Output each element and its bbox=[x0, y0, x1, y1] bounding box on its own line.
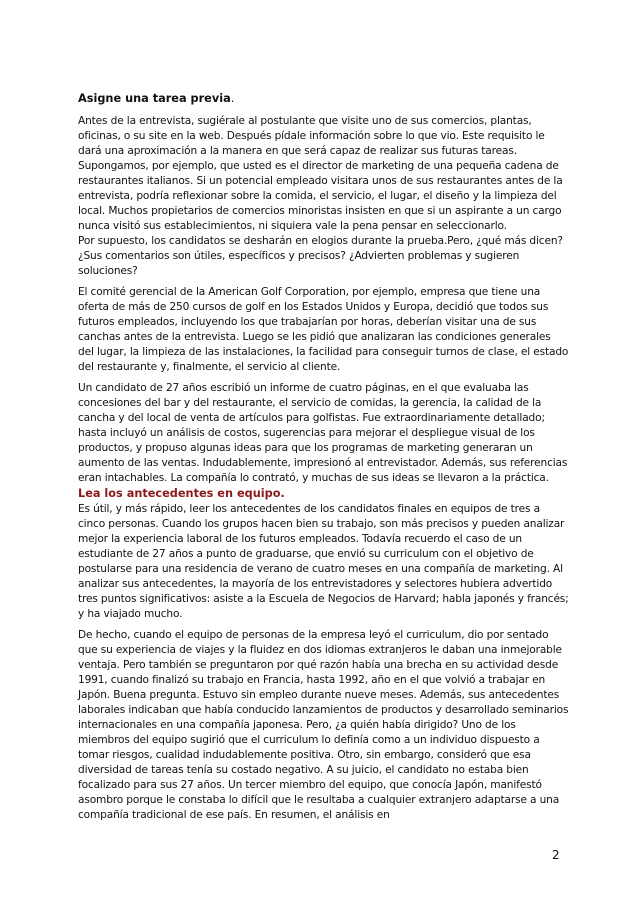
paragraph: Antes de la entrevista, sugiérale al postulante que visite uno de sus comercios, plantas, oficinas, o su site en la web. Después pídale información sobre lo que vio. Este requisito le dará una aproximación a la manera en que será capaz de realizar sus futuras tareas. Supongamos, por ejemplo, que usted es el director de marketing de una pequeña cadena de restaurantes italianos. Si un potencial empleado visitara unos de sus restaurantes antes de la entrevista, podría reflexionar sobre la comida, el servicio, el lugar, el diseño y la limpieza del local. Muchos propietarios de comercios minoristas insisten en que si un aspirante a un cargo nunca visitó sus establecimientos, ni siquiera vale la pena pensar en seleccionarlo. bbox=[78, 115, 563, 232]
paragraph: Por supuesto, los candidatos se desharán en elogios durante la prueba.Pero, ¿qué más dicen? ¿Sus comentarios son útiles, específicos y precisos? ¿Advierten problemas y sugieren soluciones? bbox=[78, 235, 563, 277]
page-number: 2 bbox=[552, 848, 560, 862]
section-title-text: Asigne una tarea previa bbox=[78, 92, 231, 105]
section-title-previa bbox=[78, 91, 569, 107]
paragraph: El comité gerencial de la American Golf Corporation, por ejemplo, empresa que tiene una oferta de más de 250 cursos de golf en los Estados Unidos y Europa, decidió que todos sus futuros empleados, incluyendo los que trabajarían por horas, deberían visitar una de sus canchas antes de la entrevista. Luego se les pidió que analizaran las condiciones generales del lugar, la limpieza de las instalaciones, la facilidad para conseguir turnos de clase, el estado del restaurante y, finalmente, el servicio al cliente. bbox=[78, 286, 569, 373]
document-page bbox=[78, 91, 569, 823]
paragraph: Es útil, y más rápido, leer los antecedentes de los candidatos finales en equipos de tres a cinco personas. Cuando los grupos hacen bien su trabajo, son más precisos y pueden analizar mejor la experiencia laboral de los futuros empleados. Todavía recuerdo el caso de un estudiante de 27 años a punto de graduarse, que envió su curriculum con el objetivo de postularse para una residencia de verano de cuatro meses en una compañía de marketing. Al analizar sus antecedentes, la mayoría de los entrevistadores y selectores hubiera advertido tres puntos significativos: asiste a la Escuela de Negocios de Harvard; habla japonés y francés; y ha viajado mucho. bbox=[78, 503, 569, 620]
section-title-antecedentes: Lea los antecedentes en equipo. bbox=[78, 487, 285, 500]
paragraph: Un candidato de 27 años escribió un informe de cuatro páginas, en el que evaluaba las concesiones del bar y del restaurante, el servicio de comidas, la gerencia, la calidad de la cancha y del local de venta de artículos para golfistas. Fue extraordinariamente detallado; hasta incluyó un análisis de costos, sugerencias para mejorar el despliegue visual de los productos, y propuso algunas ideas para que los programas de marketing generaran un aumento de las ventas. Indudablemente, impresionó al entrevistador. Además, sus referencias eran intachables. La compañía lo contrató, y muchas de sus ideas se llevaron a la práctica. bbox=[78, 382, 568, 484]
paragraph: De hecho, cuando el equipo de personas de la empresa leyó el curriculum, dio por sentado que su experiencia de viajes y la fluidez en dos idiomas extranjeros le daban una inmejorable ventaja. Pero también se preguntaron por qué razón había una brecha en su actividad desde 1991, cuando finalizó su trabajo en Francia, hasta 1992, año en el que volvió a trabajar en Japón. Buena pregunta. Estuvo sin empleo durante nueve meses. Además, sus antecedentes laborales indicaban que había conducido lanzamientos de productos y desarrollado seminarios internacionales en una compañía japonesa. Pero, ¿a quién había dirigido? Uno de los miembros del equipo sugirió que el curriculum lo definía como a un individuo dispuesto a tomar riesgos, cualidad indudablemente positiva. Otro, sin embargo, consideró que esa diversidad de tareas tenía su costado negativo. A su juicio, el candidato no estaba bien focalizado para sus 27 años. Un tercer miembro del equipo, que conocía Japón, manifestó asombro porque le constaba lo difícil que le resultaba a cualquier extranjero adaptarse a una compañía tradicional de ese país. En resumen, el análisis en bbox=[78, 629, 569, 821]
section-title-period: . bbox=[230, 92, 235, 105]
